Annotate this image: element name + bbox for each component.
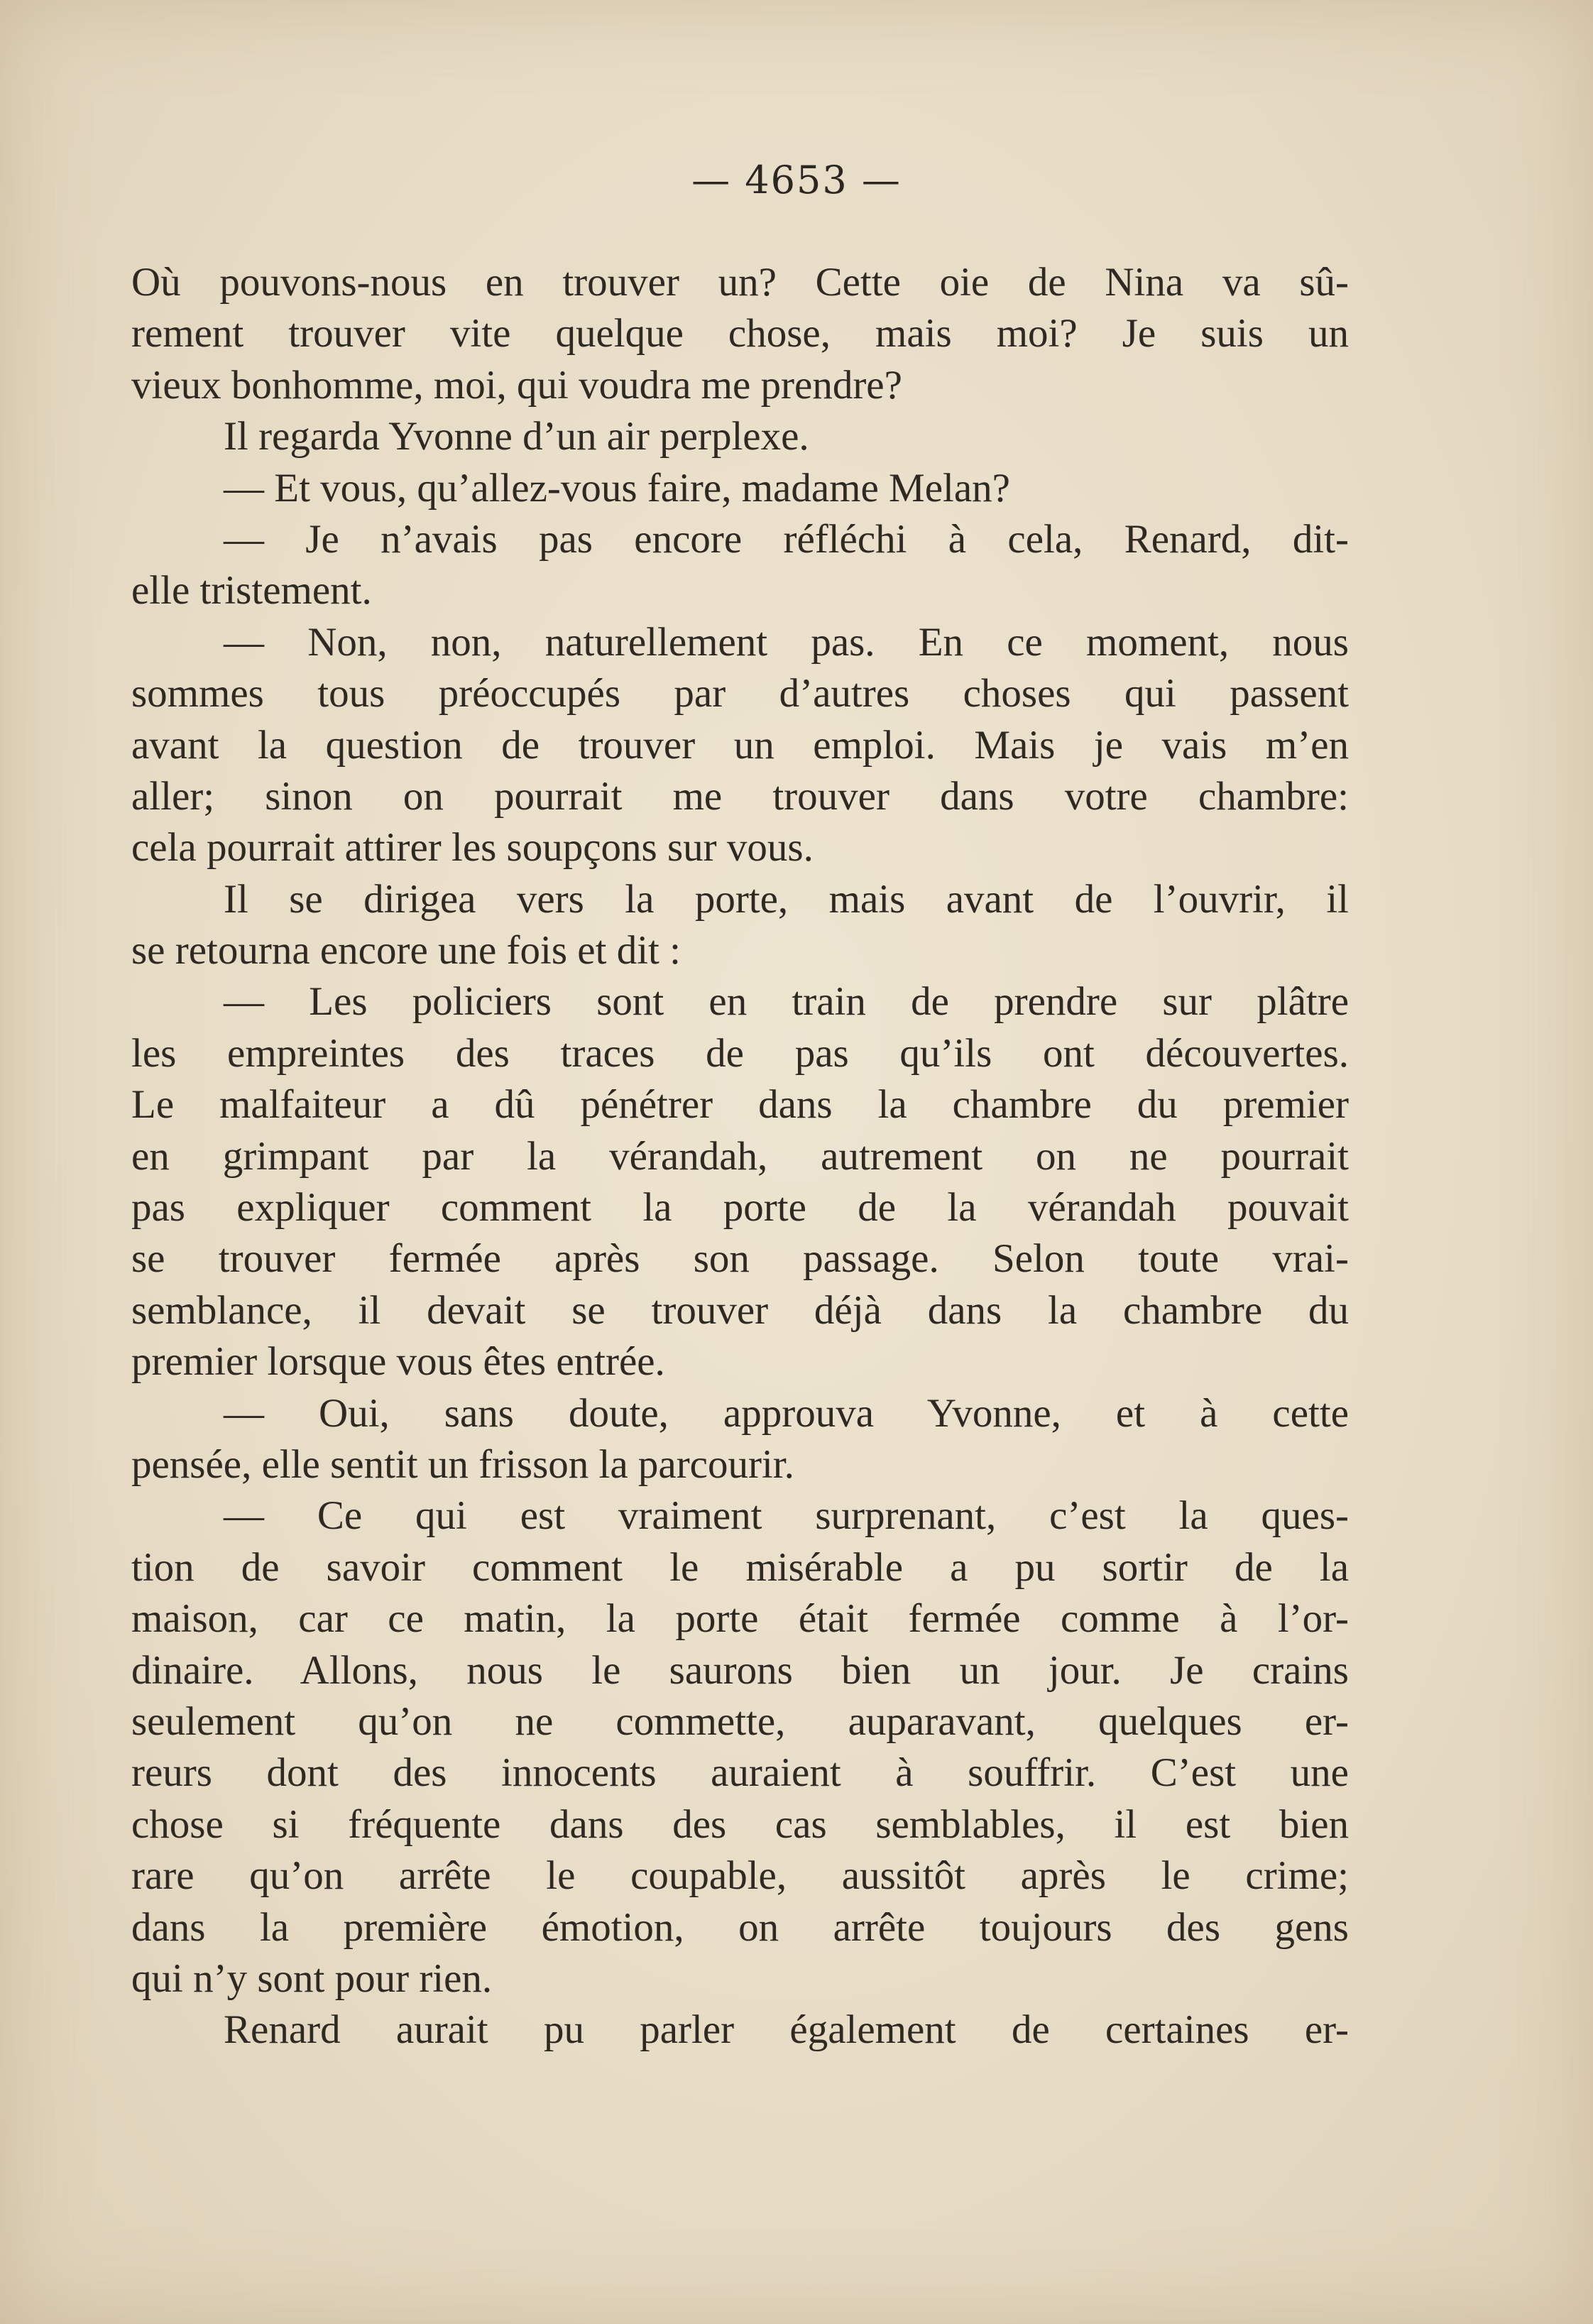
text-line: vieux bonhomme, moi, qui voudra me prendre? [131,362,902,408]
text-line: Il se dirigea vers la porte, mais avant de l’ouvrir, il [224,876,1349,922]
text-line: — Ce qui est vraiment surprenant, c’est la ques- [224,1493,1349,1539]
text-line: — Je n’avais pas encore réfléchi à cela, Renard, dit- [224,516,1349,562]
text-line: qui n’y sont pour rien. [131,1955,493,2001]
text-line: en grimpant par la vérandah, autrement on ne pourrait [131,1133,1349,1179]
text-line: seulement qu’on ne commette, auparavant, quelques er- [131,1698,1349,1744]
text-line: les empreintes des traces de pas qu’ils ont découvertes. [131,1030,1349,1076]
text-line: maison, car ce matin, la porte était fermée comme à l’or- [131,1596,1349,1642]
text-line: cela pourrait attirer les soupçons sur vous. [131,825,814,871]
text-line: — Et vous, qu’allez-vous faire, madame Melan? [224,465,1010,511]
text-line: tion de savoir comment le misérable a pu sortir de la [131,1544,1349,1590]
text-line: pensée, elle sentit un frisson la parcourir. [131,1441,794,1487]
text-line: — Oui, sans doute, approuva Yvonne, et à cette [224,1390,1349,1436]
text-line: semblance, il devait se trouver déjà dans la chambre du [131,1287,1349,1333]
text-line: Le malfaiteur a dû pénétrer dans la chambre du premier [131,1082,1349,1128]
text-line: — Non, non, naturellement pas. En ce moment, nous [224,619,1349,665]
text-line: Il regarda Yvonne d’un air perplexe. [224,414,809,459]
text-line: se retourna encore une fois et dit : [131,928,681,973]
text-line: Où pouvons-nous en trouver un? Cette oie de Nina va sû- [131,260,1349,305]
text-line: rare qu’on arrête le coupable, aussitôt après le crime; [131,1853,1349,1899]
text-line: aller; sinon on pourrait me trouver dans votre chambre: [131,773,1349,819]
text-line: Renard aurait pu parler également de certaines er- [224,2007,1349,2053]
text-line: — Les policiers sont en train de prendre sur plâtre [224,979,1349,1025]
text-line: elle tristement. [131,568,372,613]
text-line: dans la première émotion, on arrête toujours des gens [131,1904,1349,1950]
body-text [131,257,1349,2056]
text-line: pas expliquer comment la porte de la vérandah pouvait [131,1185,1349,1231]
text-line: avant la question de trouver un emploi. Mais je vais m’en [131,722,1349,768]
text-line: dinaire. Allons, nous le saurons bien un jour. Je crains [131,1647,1349,1693]
text-line: reurs dont des innocents auraient à souffrir. C’est une [131,1750,1349,1796]
text-line: premier lorsque vous êtes entrée. [131,1339,665,1385]
text-line: rement trouver vite quelque chose, mais moi? Je suis un [131,311,1349,356]
text-line: chose si fréquente dans des cas semblables, il est bien [131,1801,1349,1847]
text-line: se trouver fermée après son passage. Selon toute vrai- [131,1236,1349,1282]
text-line: sommes tous préoccupés par d’autres choses qui passent [131,671,1349,716]
page-number: — 4653 — [691,158,902,202]
